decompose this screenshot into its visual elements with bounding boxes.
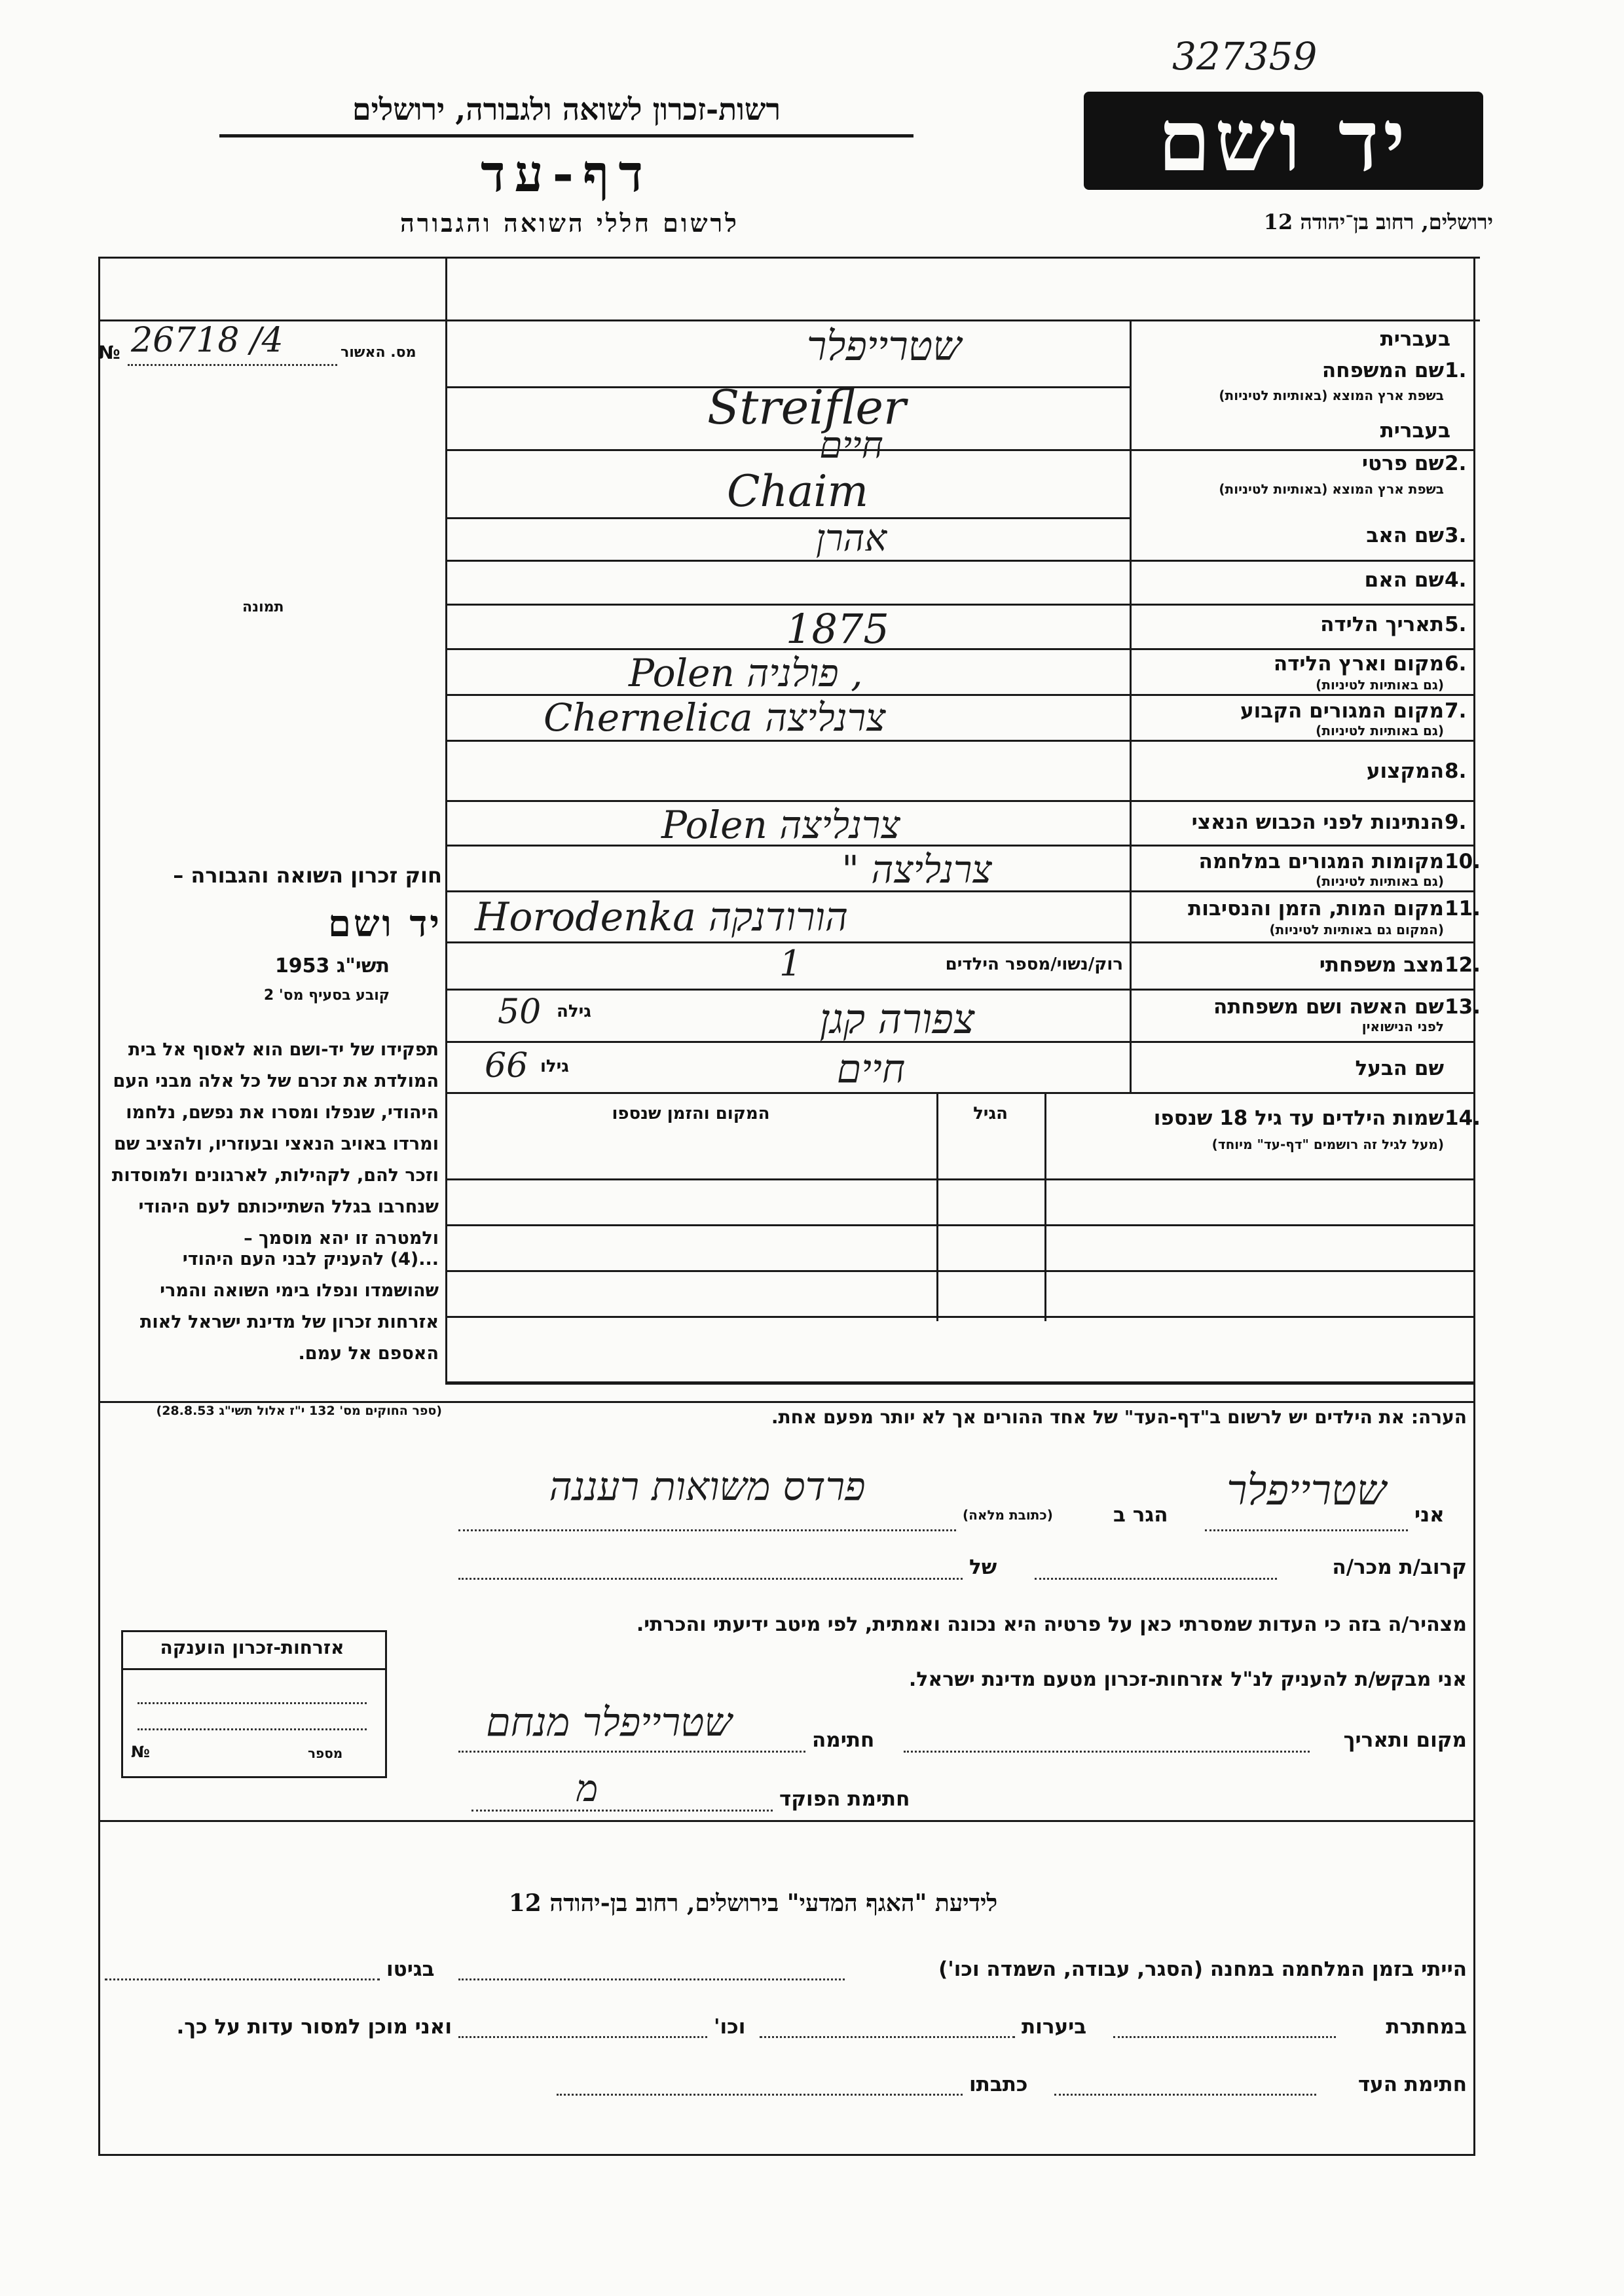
bottom-line3-mid: כתבתו [969, 2073, 1028, 2096]
field1-num: 1. [1445, 359, 1467, 382]
yad-vashem-logo: יד ושם [1084, 92, 1483, 190]
decl-relative-label: קרוב/ת מכר/ה [1332, 1556, 1467, 1579]
field12-mid-label: רוק/נשוי/מספר הילדים [945, 955, 1123, 974]
field3-label: שם האב [1366, 524, 1444, 547]
field9-num: 9. [1445, 811, 1467, 834]
decl-resides-label: הגר ב [1113, 1503, 1168, 1527]
bottom-line2-start: במחתרת [1386, 2015, 1467, 2039]
field6-label: מקום וארץ הלידה [1273, 652, 1444, 676]
field10-value: צרנליצה " [841, 847, 992, 892]
law-source: (ספר החוקים מס' 132 י"ז אלול תשי"ג 28.8.53) [156, 1404, 442, 1418]
law-text-2: ...(4) להעניק לבני העם היהודי שהושמדו ונפלו בימי השואה והמרי אזרחות זכרון של מדינת ישראל לאות האספם אל עמם. [139, 1249, 439, 1364]
bottom-title: לידיעת "האגף המדעי" בירושלים, רחוב בן-יהודה 12 [508, 1889, 998, 1917]
field11-value: Horodenka הורודנקה [475, 894, 849, 940]
signature-value: שטרייפלר מנחם [486, 1700, 732, 1745]
children-age-col: הגיל [973, 1104, 1008, 1123]
law-text-1: תפקידו של יד-ושם הוא לאסוף אל בית המולדת את זכרם של כל אלה מבני העם היהודי, שנפלו ומסרו את נפשם, נלחמו ומרדו באויב הנאצי ובעוזריו, ולהציב שם וזכר להם, לקהילות, לארגונים ולמוסדות שנחרבו בגלל השתייכותם לעם היהודי ולמטרה זו יהא מוסמך – [111, 1040, 439, 1248]
field6-num: 6. [1445, 652, 1467, 676]
approval-number: 26718 /4 [131, 321, 284, 360]
field1-value-he: שטרייפלר [806, 322, 962, 370]
signature-label: חתימה [812, 1728, 875, 1752]
citizenship-number-label: מספר [308, 1745, 343, 1761]
husband-label: שם הבעל [1355, 1057, 1444, 1080]
field1-sub: בשפת ארץ המוצא (באותיות לטיניות) [1219, 388, 1444, 403]
field13-value: צפורה קגן [819, 995, 975, 1043]
field10-label: מקומות המגורים במלחמה [1198, 850, 1444, 873]
decl-of-label: של [969, 1556, 997, 1579]
field11-label: מקום המות, הזמן והנסיבות [1188, 897, 1444, 920]
officer-label: חתימת הפוקד [779, 1787, 910, 1811]
field4-label: שם האם [1364, 568, 1444, 592]
bottom-line1-end: בגיטו [386, 1958, 435, 1981]
law-title: חוק זכרון השואה והגבורה – [173, 863, 442, 888]
field2-label: שם פרטי [1361, 452, 1444, 475]
bottom-line1: הייתי בזמן המלחמה במחנה (הסגר, עבודה, השמדה וכו') [938, 1958, 1467, 1981]
field14-sub: (מעל לגיל זה רושמים "דף-עד" מיוחד) [1211, 1137, 1444, 1152]
husband-value: חיים [836, 1046, 906, 1092]
field7-label: מקום המגורים הקבוע [1240, 699, 1444, 723]
field12-num: 12. [1445, 953, 1481, 977]
field5-num: 5. [1445, 613, 1467, 636]
field4-num: 4. [1445, 568, 1467, 592]
citizenship-suffix: № [131, 1743, 150, 1761]
archive-number: 327359 [1172, 34, 1318, 79]
field12-value: 1 [779, 943, 802, 984]
field2-value-he: חיים [819, 424, 883, 467]
field7-sub: (גם באותיות לטיניות) [1316, 723, 1444, 738]
place-date-label: מקום ותאריך [1343, 1728, 1467, 1752]
officer-value: מ [576, 1768, 599, 1810]
field8-label: המקצוע [1366, 759, 1444, 783]
field1-label: שם המשפחה [1321, 359, 1444, 382]
law-name: יד ושם [327, 902, 442, 945]
photo-label: תמונה [242, 599, 284, 615]
approval-label: מס. האשור [341, 344, 416, 361]
bottom-line3-start: חתימת העד [1357, 2073, 1467, 2096]
bottom-line2-end: ואני מוכן למסור עדות על כך. [176, 2015, 452, 2039]
field2-sub: בשפת ארץ המוצא (באותיות לטיניות) [1219, 481, 1444, 497]
field5-label: תאריך הלידה [1320, 613, 1444, 636]
address: ירושלים, רחוב בן־יהודה 12 [1263, 210, 1493, 234]
field2-num: 2. [1445, 452, 1467, 475]
form-subtitle: לרשום חללי השואה והגבורה [400, 208, 739, 238]
field3-value: אהרן [815, 517, 887, 560]
field8-num: 8. [1445, 759, 1467, 783]
field13-label: שם האשה ושם משפחתה [1213, 995, 1444, 1019]
field1-value-latin: Streifler [707, 380, 906, 435]
law-year: תשי"ג 1953 [274, 955, 390, 977]
citizenship-title: אזרחות-זכרון הוענקה [160, 1637, 344, 1658]
bottom-line2-mid2: וכו' [714, 2015, 746, 2039]
field13-age: 50 [498, 993, 542, 1032]
law-clause: קובע בסעיף מס' 2 [263, 987, 390, 1004]
field11-sub: (המקום גם באותיות לטיניות) [1269, 922, 1444, 938]
husband-age: 66 [485, 1046, 528, 1085]
field11-num: 11. [1445, 897, 1481, 920]
field7-value: Chernelica צרנליצה [544, 695, 886, 740]
field10-num: 10. [1445, 850, 1481, 873]
decl-address-value: פרדס משואות רעננה [549, 1464, 866, 1510]
field13-age-label: גילה [557, 1002, 591, 1021]
field9-value: Polen צרנליצה [661, 803, 900, 847]
decl-request: אני מבקש/ת להעניק לנ"ל אזרחות-זכרון מטעם מדינת ישראל. [908, 1668, 1467, 1691]
field6-value: Polen פולניה , [629, 651, 863, 695]
children-place-col: המקום והזמן שנספו [612, 1104, 770, 1123]
field6-sub: (גם באותיות לטיניות) [1316, 677, 1444, 693]
field14-num: 14. [1445, 1106, 1481, 1130]
form-title: דף-עד [481, 144, 652, 204]
decl-i-label: אני [1414, 1503, 1445, 1527]
field12-label: מצב משפחתי [1319, 953, 1444, 977]
field10-sub: (גם באותיות לטיניות) [1316, 873, 1444, 889]
field2-hebrew-tag: בעברית [1380, 419, 1450, 443]
bottom-line2-mid1: ביערות [1022, 2015, 1087, 2039]
field13-num: 13. [1445, 995, 1481, 1019]
field14-label: שמות הילדים עד גיל 18 שנספו [1153, 1106, 1444, 1130]
decl-statement: מצהיר/ה בזה כי העדות שמסרתי כאן על פרטיה היא נכונה ואמתית, לפי מיטב ידיעתי והכרתי. [636, 1613, 1467, 1636]
authority-title: רשות-זכרון לשואה ולגבורה, ירושלים [352, 92, 781, 127]
field9-label: הנתינות לפני הכבוש הנאצי [1191, 811, 1444, 834]
field3-num: 3. [1445, 524, 1467, 547]
field13-sub: לפני הנישואין [1361, 1019, 1444, 1034]
field2-value-latin: Chaim [727, 466, 869, 517]
field1-hebrew-tag: בעברית [1380, 327, 1450, 351]
decl-i-name: שטרייפלר [1227, 1467, 1386, 1515]
husband-age-label: גילו [540, 1057, 569, 1076]
approval-suffix: № [98, 342, 120, 363]
decl-full-address: (כתובת מלאה) [963, 1507, 1053, 1523]
field5-value: 1875 [786, 605, 889, 653]
note: הערה: את הילדים יש לרשום ב"דף-העד" של אחד ההורים אך לא יותר מפעם אחת. [771, 1406, 1467, 1428]
field7-num: 7. [1445, 699, 1467, 723]
